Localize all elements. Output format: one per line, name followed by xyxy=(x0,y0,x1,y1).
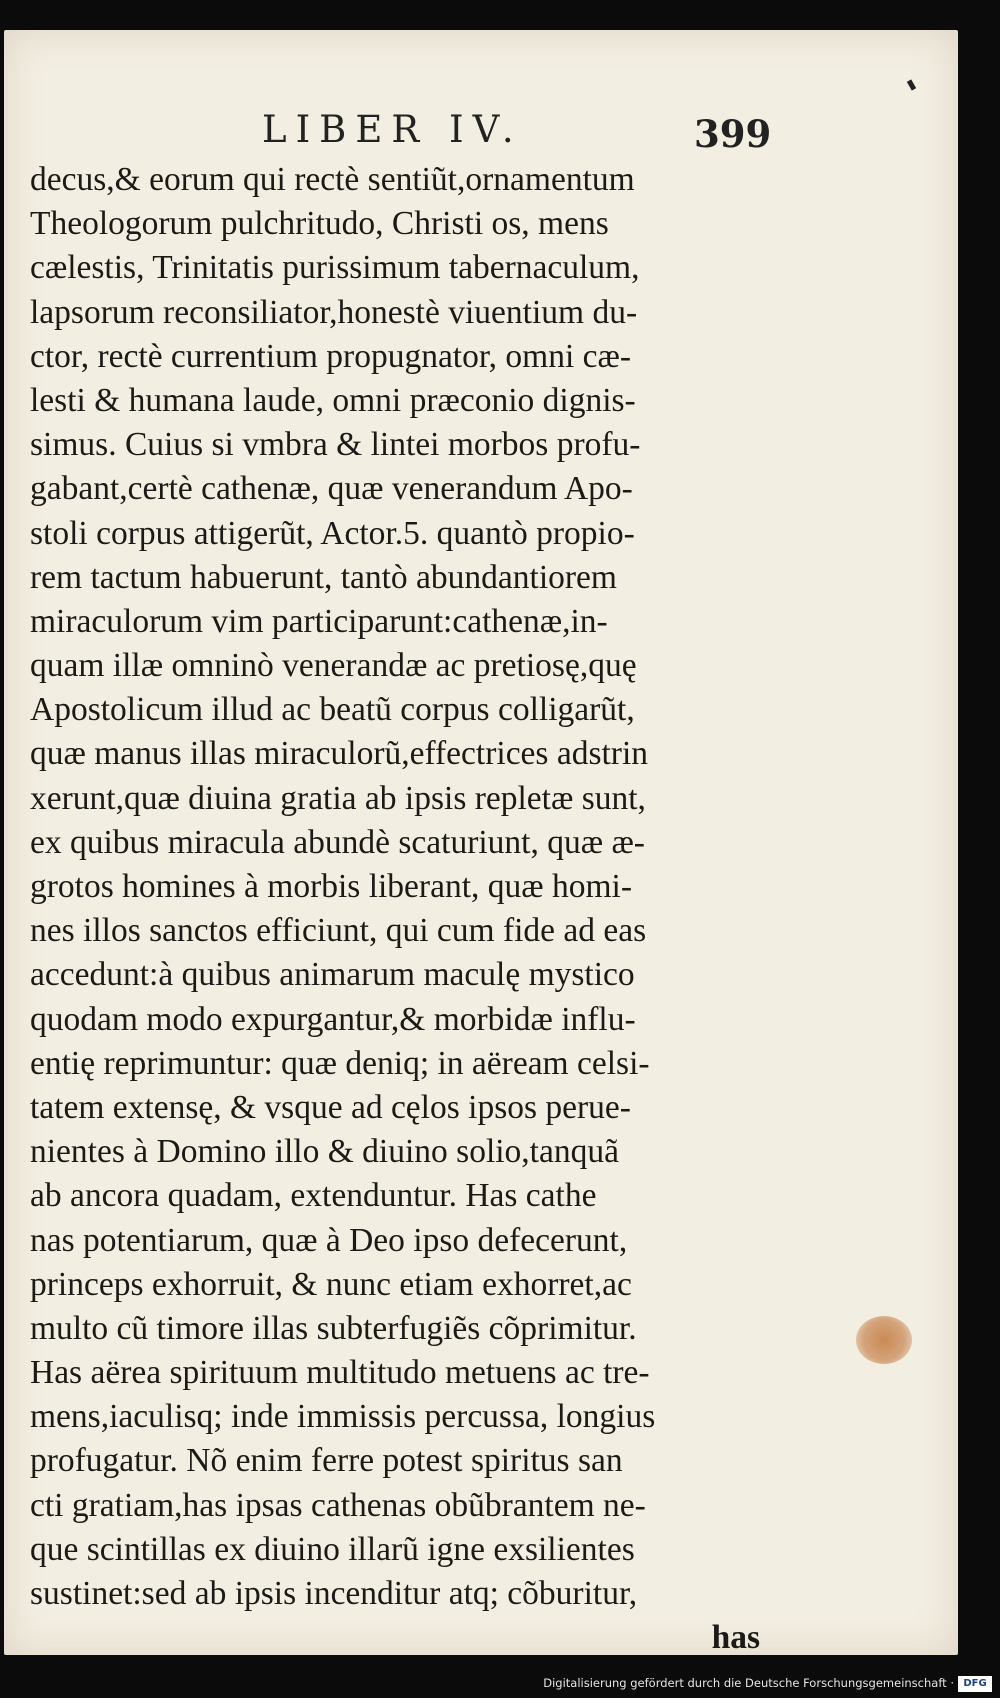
ink-mark xyxy=(907,79,916,90)
page-header xyxy=(4,108,958,158)
text-line: accedunt:à quibus animarum maculę mystico xyxy=(30,956,635,994)
running-title: LIBER IV. xyxy=(262,108,523,151)
book-page xyxy=(4,30,958,1655)
text-line: lesti & humana laude, omni præconio dignis- xyxy=(30,381,636,419)
text-line: multo cũ timore illas subterfugiẽs cõprimitur. xyxy=(30,1309,637,1347)
text-line: miraculorum vim participarunt:cathenæ,in- xyxy=(30,602,608,640)
catchword: has xyxy=(711,1619,760,1657)
footer-bar xyxy=(0,1672,1000,1698)
funding-credit: Digitalisierung gefördert durch die Deutsche Forschungsgemeinschaft · xyxy=(543,1676,954,1690)
text-line: gabant,certè cathenæ, quæ venerandum Apo- xyxy=(30,470,633,508)
text-line: stoli corpus attigerũt, Actor.5. quantò propio- xyxy=(30,514,635,552)
text-line: Theologorum pulchritudo, Christi os, mens xyxy=(30,205,609,243)
text-line: quæ manus illas miraculorũ,effectrices adstrin xyxy=(30,735,649,773)
text-line: cti gratiam,has ipsas cathenas obũbrantem ne- xyxy=(30,1486,646,1524)
text-line: quodam modo expurgantur,& morbidæ influ- xyxy=(30,1000,636,1038)
text-line: quam illæ omninò venerandæ ac pretiosę,quę xyxy=(30,647,637,685)
text-line: cælestis, Trinitatis purissimum tabernaculum, xyxy=(30,249,640,287)
text-line: nientes à Domino illo & diuino solio,tanquã xyxy=(30,1133,619,1171)
text-line: nes illos sanctos efficiunt, qui cum fide ad eas xyxy=(30,912,647,950)
text-line: mens,iaculisq; inde immissis percussa, longius xyxy=(30,1398,656,1436)
text-line: princeps exhorruit, & nunc etiam exhorret,ac xyxy=(30,1265,632,1303)
text-line: ctor, rectè currentium propugnator, omni cæ- xyxy=(30,337,632,375)
text-line: rem tactum habuerunt, tantò abundantiorem xyxy=(30,558,617,596)
text-line: grotos homines à morbis liberant, quæ homi- xyxy=(30,868,633,905)
text-line: simus. Cuius si vmbra & lintei morbos profu- xyxy=(30,426,641,464)
text-line: ab ancora quadam, extenduntur. Has cathe xyxy=(30,1177,597,1215)
text-line: xerunt,quæ diuina gratia ab ipsis repletæ sunt, xyxy=(30,779,646,817)
text-line: profugatur. Nõ enim ferre potest spiritus san xyxy=(30,1442,623,1480)
dfg-logo: DFG xyxy=(958,1676,992,1692)
page-number: 399 xyxy=(694,112,772,156)
text-line: ex quibus miracula abundè scaturiunt, quæ æ- xyxy=(30,823,645,861)
text-line: entię reprimuntur: quæ deniq; in aëream celsi- xyxy=(30,1044,650,1082)
text-line: decus,& eorum qui rectè sentiũt,ornamentum xyxy=(30,161,635,198)
text-line: sustinet:sed ab ipsis incenditur atq; cõburitur, xyxy=(30,1575,638,1612)
text-line: tatem extensę, & vsque ad cęlos ipsos perue- xyxy=(30,1088,631,1126)
text-line: Apostolicum illud ac beatũ corpus colligarũt, xyxy=(30,691,635,729)
text-line: nas potentiarum, quæ à Deo ipso defecerunt, xyxy=(30,1221,628,1259)
text-line: que scintillas ex diuino illarũ igne exsilientes xyxy=(30,1530,635,1568)
text-line: Has aërea spirituum multitudo metuens ac tre- xyxy=(30,1354,650,1392)
text-line: lapsorum reconsiliator,honestè viuentium du- xyxy=(30,293,638,331)
body-text xyxy=(30,158,760,1660)
paper-stain xyxy=(856,1316,912,1364)
